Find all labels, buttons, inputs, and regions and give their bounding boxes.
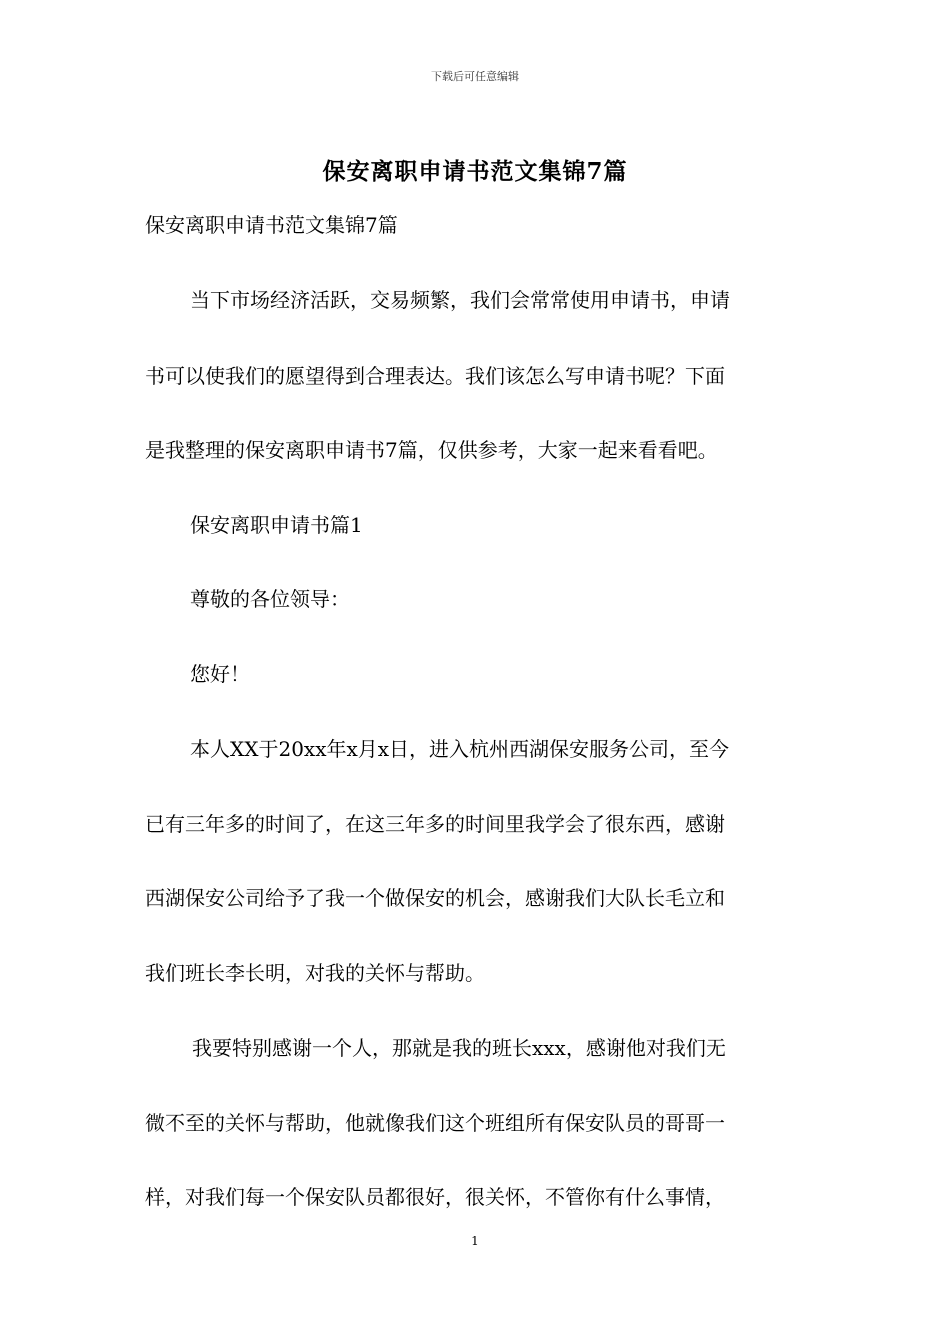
- paragraph-line: 本人XX于20xx年x月x日，进入杭州西湖保安服务公司，至今: [190, 737, 730, 761]
- paragraph-line: 是我整理的保安离职申请书7篇，仅供参考，大家一起来看看吧。: [145, 438, 718, 462]
- paragraph-line: 微不至的关怀与帮助，他就像我们这个班组所有保安队员的哥哥一: [145, 1111, 725, 1135]
- paragraph-line: 样，对我们每一个保安队员都很好，很关怀，不管你有什么事情，: [145, 1185, 725, 1209]
- paragraph-line: 已有三年多的时间了，在这三年多的时间里我学会了很东西，感谢: [145, 812, 725, 836]
- subtitle-line: 保安离职申请书范文集锦7篇: [145, 213, 398, 237]
- salutation-line: 尊敬的各位领导：: [190, 587, 350, 611]
- paragraph-line: 西湖保安公司给予了我一个做保安的机会，感谢我们大队长毛立和: [145, 886, 725, 910]
- paragraph-line: 当下市场经济活跃，交易频繁，我们会常常使用申请书，申请: [190, 288, 730, 312]
- greeting-line: 您好！: [190, 662, 250, 686]
- section-heading: 保安离职申请书篇1: [190, 513, 363, 537]
- page-number: 1: [471, 1234, 479, 1248]
- paragraph-line: 我要特别感谢一个人，那就是我的班长xxx，感谢他对我们无: [192, 1036, 726, 1060]
- header-note: 下载后可任意编辑: [431, 70, 519, 83]
- paragraph-line: 我们班长李长明，对我的关怀与帮助。: [145, 961, 485, 985]
- document-title: 保安离职申请书范文集锦7篇: [322, 158, 628, 185]
- paragraph-line: 书可以使我们的愿望得到合理表达。我们该怎么写申请书呢？下面: [145, 364, 725, 388]
